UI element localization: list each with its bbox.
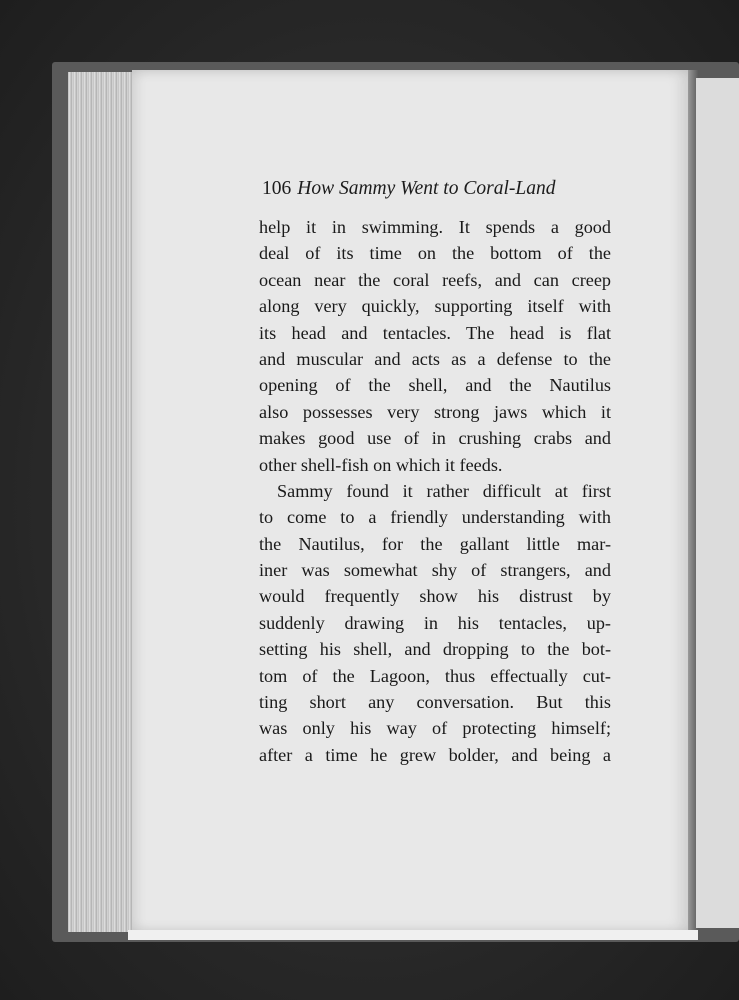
text-line: suddenly drawing in his tentacles, up-	[259, 612, 611, 633]
text-line: tom of the Lagoon, thus effectually cut-	[259, 665, 611, 686]
text-line: makes good use of in crushing crabs and	[259, 428, 611, 449]
body-text	[259, 214, 611, 768]
text-line: setting his shell, and dropping to the bot-	[259, 639, 611, 660]
text-line: other shell-fish on which it feeds.	[259, 454, 503, 475]
text-line: and muscular and acts as a defense to the	[259, 348, 611, 369]
text-line: to come to a friendly understanding with	[259, 507, 611, 528]
text-line: help it in swimming. It spends a good	[259, 217, 611, 237]
text-line: opening of the shell, and the Nautilus	[259, 375, 611, 396]
text-line: also possesses very strong jaws which it	[259, 401, 611, 422]
running-title: How Sammy Went to Coral-Land	[297, 178, 556, 199]
text-line: along very quickly, supporting itself with	[259, 296, 611, 317]
text-line: after a time he grew bolder, and being a	[259, 744, 611, 765]
page-bottom-edge	[128, 930, 698, 940]
text-line: was only his way of protecting himself;	[259, 718, 611, 739]
text-line: ocean near the coral reefs, and can creep	[259, 269, 611, 290]
running-header	[262, 178, 622, 200]
text-line: ting short any conversation. But this	[259, 692, 611, 713]
page-number: 106	[262, 178, 292, 199]
text-line: its head and tentacles. The head is flat	[259, 322, 611, 343]
facing-page-edge	[696, 78, 739, 928]
text-line: iner was somewhat shy of strangers, and	[259, 560, 611, 581]
text-line: Sammy found it rather difficult at first	[277, 480, 611, 501]
text-line: deal of its time on the bottom of the	[259, 243, 611, 264]
page-edges	[68, 72, 138, 932]
text-line: would frequently show his distrust by	[259, 586, 611, 607]
text-line: the Nautilus, for the gallant little mar-	[259, 533, 611, 554]
